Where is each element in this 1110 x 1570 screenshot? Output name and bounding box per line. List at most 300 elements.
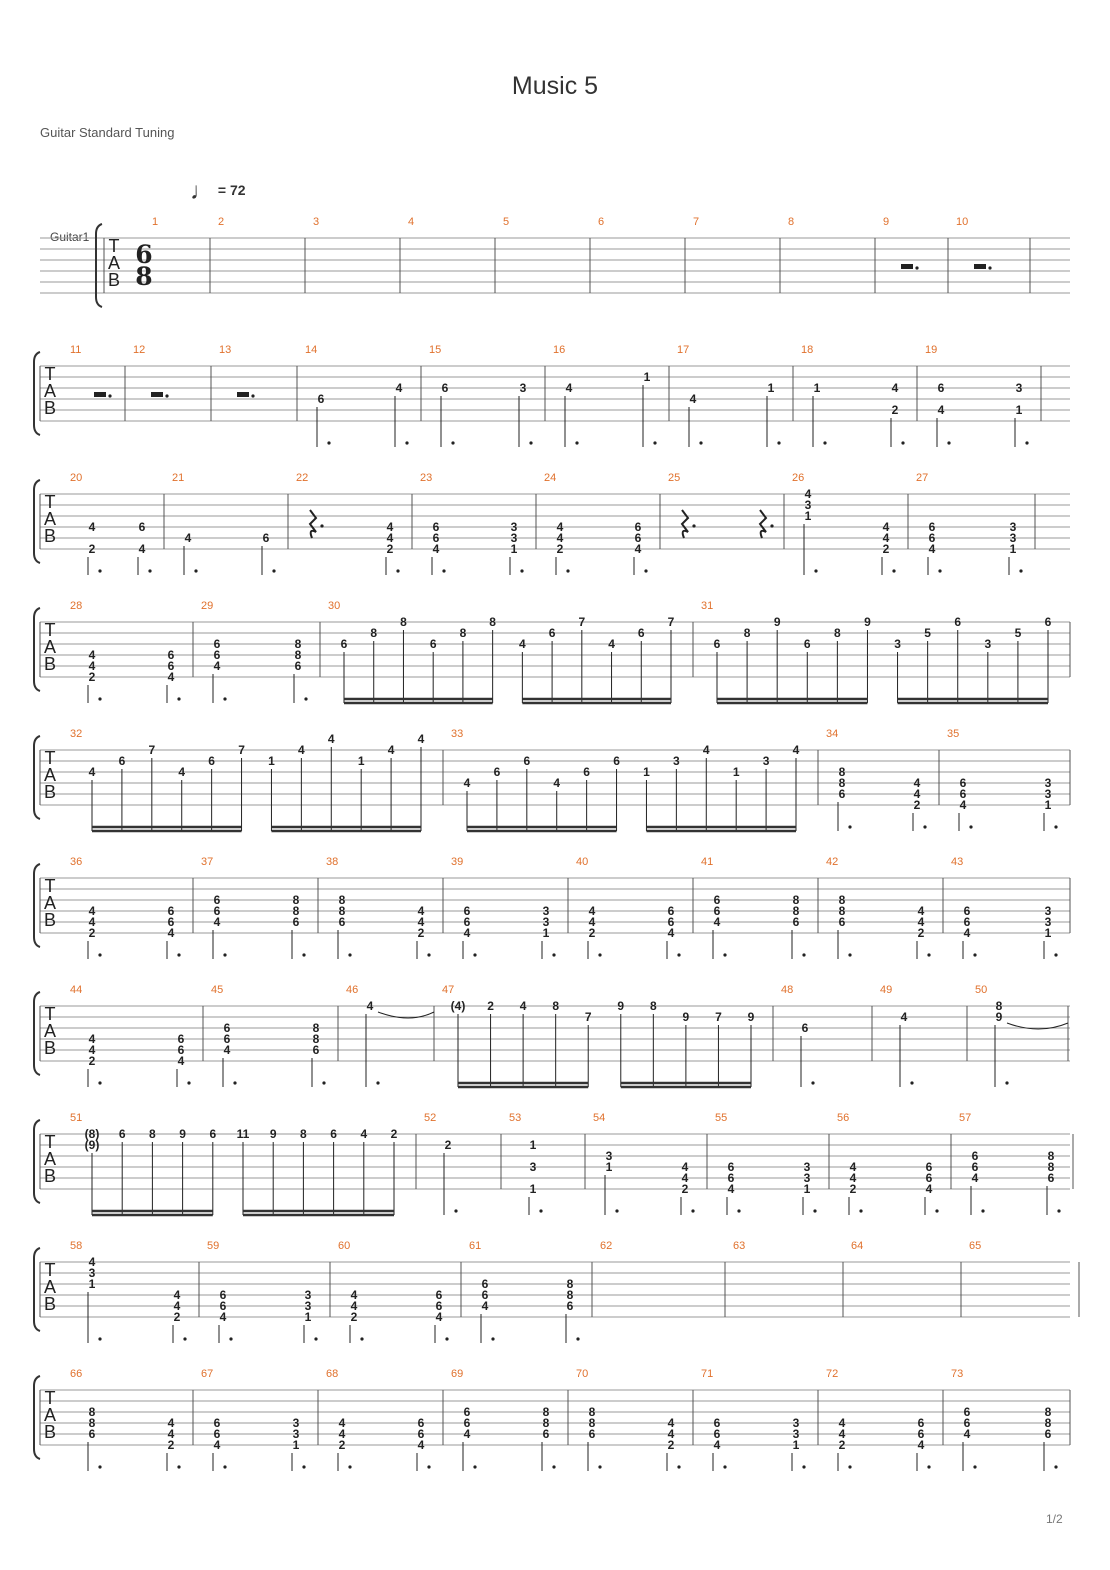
fret-number: 6: [928, 531, 936, 545]
fret-number: 2: [667, 1438, 675, 1452]
fret-number: 1: [804, 509, 812, 523]
fret-number: 3: [529, 1160, 537, 1174]
measure-number: 56: [837, 1112, 850, 1124]
fret-number: 8: [294, 648, 302, 662]
fret-number: 3: [88, 1266, 96, 1280]
measure-number: 36: [70, 856, 83, 868]
dotted-note-dot: [405, 441, 408, 444]
measure-number: 16: [553, 344, 566, 356]
fret-number: 4: [667, 926, 675, 940]
fret-number: 8: [649, 999, 657, 1013]
fret-number: 1: [1044, 926, 1052, 940]
dotted-note-dot: [229, 1337, 232, 1340]
fret-number: 8: [838, 904, 846, 918]
dotted-note-dot: [177, 697, 180, 700]
fret-number: 6: [435, 1299, 443, 1313]
fret-number: 4: [519, 999, 527, 1013]
dotted-note-dot: [177, 953, 180, 956]
fret-number: 6: [792, 915, 800, 929]
measure-number: 46: [346, 984, 359, 996]
fret-number: 4: [971, 1171, 979, 1185]
measure-number: 17: [677, 344, 690, 356]
measure-number: 7: [693, 216, 700, 228]
page-number: 1/2: [1046, 1512, 1063, 1526]
tab-clef-letter: A: [43, 637, 57, 657]
fret-number: 6: [294, 659, 302, 673]
fret-number: 4: [882, 520, 890, 534]
fret-number: 6: [637, 626, 645, 640]
measure-number: 34: [826, 728, 839, 740]
fret-number: 4: [88, 904, 96, 918]
fret-number: 6: [838, 915, 846, 929]
fret-number: 6: [208, 754, 215, 768]
fret-number: 4: [519, 637, 526, 651]
dotted-note-dot: [814, 569, 817, 572]
fret-number: 6: [727, 1171, 735, 1185]
measure-number: 33: [451, 728, 464, 740]
fret-number: 4: [298, 743, 305, 757]
system-bracket: [34, 1120, 40, 1203]
fret-number: 2: [88, 926, 96, 940]
tab-clef-letter: B: [43, 1294, 57, 1314]
fret-number: 8: [489, 615, 496, 629]
fret-number: 1: [529, 1138, 537, 1152]
fret-number: 4: [213, 659, 221, 673]
half-rest: [94, 392, 106, 397]
dotted-note-dot: [233, 1081, 236, 1084]
tab-clef-letter: T: [44, 1260, 56, 1280]
tab-clef-letter: A: [107, 253, 121, 273]
fret-number: 1: [813, 381, 821, 395]
fret-number: 1: [732, 765, 740, 779]
fret-number: 4: [963, 1427, 971, 1441]
dotted-note-dot: [927, 953, 930, 956]
fret-number: 7: [667, 615, 675, 629]
fret-number: 1: [529, 1182, 537, 1196]
system-bracket: [34, 736, 40, 819]
dotted-note-dot: [677, 953, 680, 956]
fret-number: 1: [1044, 798, 1052, 812]
half-rest: [151, 392, 163, 397]
fret-number: 2: [173, 1310, 181, 1324]
fret-number: 3: [1044, 915, 1052, 929]
fret-number: 6: [713, 904, 721, 918]
fret-number: 2: [390, 1127, 398, 1141]
tab-clef-letter: A: [43, 1021, 57, 1041]
fret-number: 2: [891, 403, 899, 417]
fret-number: 7: [578, 615, 586, 629]
fret-number: 4: [213, 1438, 221, 1452]
fret-number: 4: [588, 915, 596, 929]
fret-number: 6: [88, 1427, 96, 1441]
fret-number: 9: [179, 1127, 186, 1141]
measure-number: 54: [593, 1112, 606, 1124]
fret-number: 2: [556, 542, 564, 556]
fret-number: 6: [223, 1032, 231, 1046]
fret-number: 6: [463, 1405, 471, 1419]
fret-number: 4: [702, 743, 710, 757]
fret-number: 1: [643, 765, 650, 779]
measure-number: 65: [969, 1240, 982, 1252]
measure-number: 13: [219, 344, 232, 356]
rest-dot: [165, 394, 168, 397]
fret-number: 3: [1009, 520, 1017, 534]
measure-number: 1: [152, 216, 159, 228]
tab-clef-letter: A: [43, 1277, 57, 1297]
tab-clef-letter: B: [43, 910, 57, 930]
dotted-note-dot: [947, 441, 950, 444]
fret-number: 4: [213, 915, 221, 929]
fret-number: 4: [556, 531, 564, 545]
fret-number: 6: [542, 1427, 550, 1441]
measure-number: 52: [424, 1112, 437, 1124]
fret-number: 4: [327, 732, 335, 746]
measure-number: 24: [544, 472, 557, 484]
fret-number: 4: [913, 776, 921, 790]
measure-number: 58: [70, 1240, 83, 1252]
score-title: Music 5: [511, 72, 599, 100]
quarter-rest: [682, 510, 688, 538]
fret-number: 4: [223, 1043, 231, 1057]
fret-number: 4: [88, 1255, 96, 1269]
fret-number: 4: [417, 1438, 425, 1452]
measure-number: 41: [701, 856, 714, 868]
dotted-note-dot: [427, 953, 430, 956]
measure-number: 2: [218, 216, 225, 228]
dotted-note-dot: [677, 1465, 680, 1468]
fret-number: 6: [523, 754, 531, 768]
dotted-note-dot: [322, 1081, 325, 1084]
fret-number: 6: [292, 915, 300, 929]
fret-number: 1: [643, 370, 651, 384]
measure-number: 21: [172, 472, 185, 484]
half-rest: [237, 392, 249, 397]
fret-number: 4: [88, 1032, 96, 1046]
fret-number: 8: [292, 893, 300, 907]
fret-number: 6: [566, 1299, 574, 1313]
fret-number: 6: [937, 381, 945, 395]
fret-number: 4: [928, 542, 936, 556]
fret-number: 8: [1044, 1416, 1052, 1430]
tab-clef-letter: B: [43, 1038, 57, 1058]
fret-number: 3: [803, 1160, 811, 1174]
fret-number: 6: [928, 520, 936, 534]
fret-number: 6: [963, 904, 971, 918]
fret-number: 6: [634, 520, 642, 534]
measure-number: 38: [326, 856, 339, 868]
fret-number: 9: [995, 1010, 1003, 1024]
measure-number: 53: [509, 1112, 522, 1124]
fret-number: 4: [804, 487, 812, 501]
dotted-note-dot: [1054, 1465, 1057, 1468]
quarter-rest: [310, 510, 316, 538]
fret-number: 4: [167, 926, 175, 940]
fret-number: 6: [481, 1277, 489, 1291]
fret-number: 6: [583, 765, 590, 779]
dotted-note-dot: [927, 1465, 930, 1468]
measure-number: 69: [451, 1368, 464, 1380]
fret-number: 4: [88, 915, 96, 929]
fret-number: 9: [269, 1127, 277, 1141]
dotted-note-dot: [187, 1081, 190, 1084]
fret-number: 4: [925, 1182, 933, 1196]
measure-number: 27: [916, 472, 929, 484]
fret-number: 3: [1044, 787, 1052, 801]
tab-clef-letter: T: [108, 236, 120, 256]
tab-clef-letter: A: [43, 1405, 57, 1425]
fret-number: 3: [1044, 776, 1052, 790]
fret-number: 3: [1015, 381, 1023, 395]
tab-clef-letter: T: [44, 748, 56, 768]
rest-dot: [915, 266, 918, 269]
fret-number: 4: [386, 531, 394, 545]
dotted-note-dot: [935, 1209, 938, 1212]
tab-clef-letter: T: [44, 364, 56, 384]
fret-number: 6: [713, 637, 721, 651]
fret-number: 2: [487, 999, 494, 1013]
fret-number: 6: [213, 648, 221, 662]
system-bracket: [34, 608, 40, 691]
fret-number: 8: [838, 893, 846, 907]
tab-clef-letter: T: [44, 876, 56, 896]
dotted-note-dot: [892, 569, 895, 572]
fret-number: 6: [209, 1127, 217, 1141]
dotted-note-dot: [859, 1209, 862, 1212]
fret-number: 8: [300, 1127, 307, 1141]
dotted-note-dot: [811, 1081, 814, 1084]
fret-number: 8: [743, 626, 751, 640]
fret-number: 1: [268, 754, 275, 768]
fret-number: 4: [713, 915, 721, 929]
measure-number: 42: [826, 856, 839, 868]
fret-number: 4: [727, 1182, 735, 1196]
time-signature-bottom: 8: [135, 262, 153, 291]
fret-number: 6: [330, 1127, 337, 1141]
fret-number: 4: [565, 381, 573, 395]
dotted-note-dot: [910, 1081, 913, 1084]
fret-number: 6: [118, 1127, 126, 1141]
tab-clef-letter: T: [44, 492, 56, 512]
fret-number: 6: [667, 915, 675, 929]
measure-number: 39: [451, 856, 464, 868]
fret-number: 1: [510, 542, 518, 556]
fret-number: 4: [463, 926, 471, 940]
half-rest: [901, 264, 913, 269]
fret-number: 4: [891, 381, 899, 395]
tab-clef-letter: A: [43, 509, 57, 529]
fret-number: 6: [971, 1160, 979, 1174]
fret-number: 6: [338, 915, 346, 929]
fret-number: 4: [338, 1416, 346, 1430]
fret-number: 6: [963, 915, 971, 929]
fret-number: 8: [588, 1416, 596, 1430]
fret-number: 3: [792, 1427, 800, 1441]
tab-clef-letter: A: [43, 893, 57, 913]
system-bracket: [34, 480, 40, 563]
quarter-note-icon: ♩: [190, 178, 214, 205]
fret-number: 4: [432, 542, 440, 556]
fret-number: 6: [219, 1299, 227, 1313]
fret-number: 3: [304, 1299, 312, 1313]
fret-number: 4: [386, 520, 394, 534]
fret-number: 6: [167, 904, 175, 918]
fret-number: 4: [937, 403, 945, 417]
fret-number: 3: [542, 904, 550, 918]
dotted-note-dot: [737, 1209, 740, 1212]
fret-number: 8: [552, 999, 560, 1013]
dotted-note-dot: [566, 569, 569, 572]
fret-number: 6: [177, 1032, 185, 1046]
fret-number: 6: [177, 1043, 185, 1057]
fret-number: 8: [995, 999, 1003, 1013]
system-bracket: [34, 1248, 40, 1331]
measure-number: 22: [296, 472, 309, 484]
fret-number: 1: [792, 1438, 800, 1452]
measure-number: 73: [951, 1368, 964, 1380]
fret-number: 6: [432, 531, 440, 545]
measure-number: 55: [715, 1112, 728, 1124]
measure-number: 9: [883, 216, 890, 228]
dotted-note-dot: [691, 1209, 694, 1212]
measure-number: 40: [576, 856, 589, 868]
dotted-note-dot: [973, 1465, 976, 1468]
fret-number: 4: [88, 1043, 96, 1057]
fret-number: 4: [713, 1438, 721, 1452]
fret-number: 4: [667, 1416, 675, 1430]
dotted-note-dot: [427, 1465, 430, 1468]
fret-number: 6: [917, 1427, 925, 1441]
dotted-note-dot: [451, 441, 454, 444]
measure-number: 32: [70, 728, 83, 740]
measure-number: 12: [133, 344, 146, 356]
tab-clef-letter: T: [44, 620, 56, 640]
dotted-note-dot: [327, 441, 330, 444]
measure-number: 29: [201, 600, 214, 612]
dotted-note-dot: [314, 1337, 317, 1340]
dotted-note-dot: [491, 1337, 494, 1340]
measure-number: 20: [70, 472, 83, 484]
fret-number: 4: [173, 1299, 181, 1313]
dotted-note-dot: [304, 697, 307, 700]
fret-number: 6: [971, 1149, 979, 1163]
dotted-note-dot: [598, 1465, 601, 1468]
fret-number: 8: [542, 1405, 550, 1419]
fret-number: 2: [913, 798, 921, 812]
fret-number: 2: [88, 542, 96, 556]
fret-number: 4: [959, 798, 967, 812]
dotted-note-dot: [973, 953, 976, 956]
fret-number: 4: [838, 1427, 846, 1441]
fret-number: 6: [463, 1416, 471, 1430]
measure-number: 44: [70, 984, 83, 996]
fret-number: 8: [588, 1405, 596, 1419]
fret-number: 4: [350, 1288, 358, 1302]
fret-number: 4: [963, 926, 971, 940]
fret-number: 4: [88, 765, 96, 779]
fret-number: 6: [1044, 615, 1052, 629]
dotted-note-dot: [98, 1337, 101, 1340]
dotted-note-dot: [520, 569, 523, 572]
measure-number: 37: [201, 856, 214, 868]
fret-number: (9): [84, 1138, 100, 1152]
system-bracket: [34, 352, 40, 435]
fret-number: 6: [959, 776, 967, 790]
fret-number: 2: [88, 670, 96, 684]
fret-number: 4: [417, 904, 425, 918]
fret-number: 6: [417, 1416, 425, 1430]
dotted-note-dot: [723, 1465, 726, 1468]
fret-number: 3: [762, 754, 770, 768]
dotted-note-dot: [223, 697, 226, 700]
dotted-note-dot: [183, 1337, 186, 1340]
fret-number: 6: [713, 893, 721, 907]
dotted-note-dot: [302, 953, 305, 956]
fret-number: 4: [88, 659, 96, 673]
rest-dot: [988, 266, 991, 269]
half-rest: [974, 264, 986, 269]
fret-number: 4: [681, 1160, 689, 1174]
fret-number: 4: [792, 743, 800, 757]
fret-number: 8: [338, 893, 346, 907]
fret-number: 8: [294, 637, 302, 651]
fret-number: 2: [681, 1182, 689, 1196]
measure-number: 6: [598, 216, 605, 228]
fret-number: 6: [429, 637, 437, 651]
fret-number: (4): [450, 999, 466, 1013]
dotted-note-dot: [644, 569, 647, 572]
fret-number: 3: [984, 637, 992, 651]
fret-number: 4: [88, 648, 96, 662]
dotted-note-dot: [575, 441, 578, 444]
system-bracket: [34, 1376, 40, 1459]
fret-number: 4: [366, 999, 374, 1013]
fret-number: 3: [292, 1427, 300, 1441]
dotted-note-dot: [1025, 441, 1028, 444]
dotted-note-dot: [98, 569, 101, 572]
fret-number: 2: [849, 1182, 857, 1196]
dotted-note-dot: [529, 441, 532, 444]
fret-number: 1: [1009, 542, 1017, 556]
fret-number: 1: [605, 1160, 613, 1174]
fret-number: 1: [357, 754, 365, 768]
fret-number: 4: [178, 765, 186, 779]
measure-number: 23: [420, 472, 433, 484]
fret-number: 1: [88, 1277, 96, 1291]
fret-number: 2: [386, 542, 394, 556]
fret-number: 4: [667, 1427, 675, 1441]
fret-number: 1: [1015, 403, 1023, 417]
fret-number: 2: [350, 1310, 358, 1324]
dotted-note-dot: [699, 441, 702, 444]
fret-number: 4: [556, 520, 564, 534]
fret-number: 4: [435, 1310, 443, 1324]
fret-number: 4: [395, 381, 403, 395]
fret-number: 2: [167, 1438, 175, 1452]
dotted-note-dot: [1054, 953, 1057, 956]
fret-number: 4: [463, 776, 471, 790]
fret-number: 3: [510, 531, 518, 545]
measure-number: 60: [338, 1240, 351, 1252]
tab-clef-letter: B: [43, 782, 57, 802]
fret-number: 4: [167, 670, 175, 684]
fret-number: 6: [463, 915, 471, 929]
fret-number: 8: [459, 626, 467, 640]
measure-number: 26: [792, 472, 805, 484]
fret-number: 6: [959, 787, 967, 801]
measure-number: 59: [207, 1240, 220, 1252]
measure-number: 14: [305, 344, 318, 356]
fret-number: 6: [803, 637, 811, 651]
